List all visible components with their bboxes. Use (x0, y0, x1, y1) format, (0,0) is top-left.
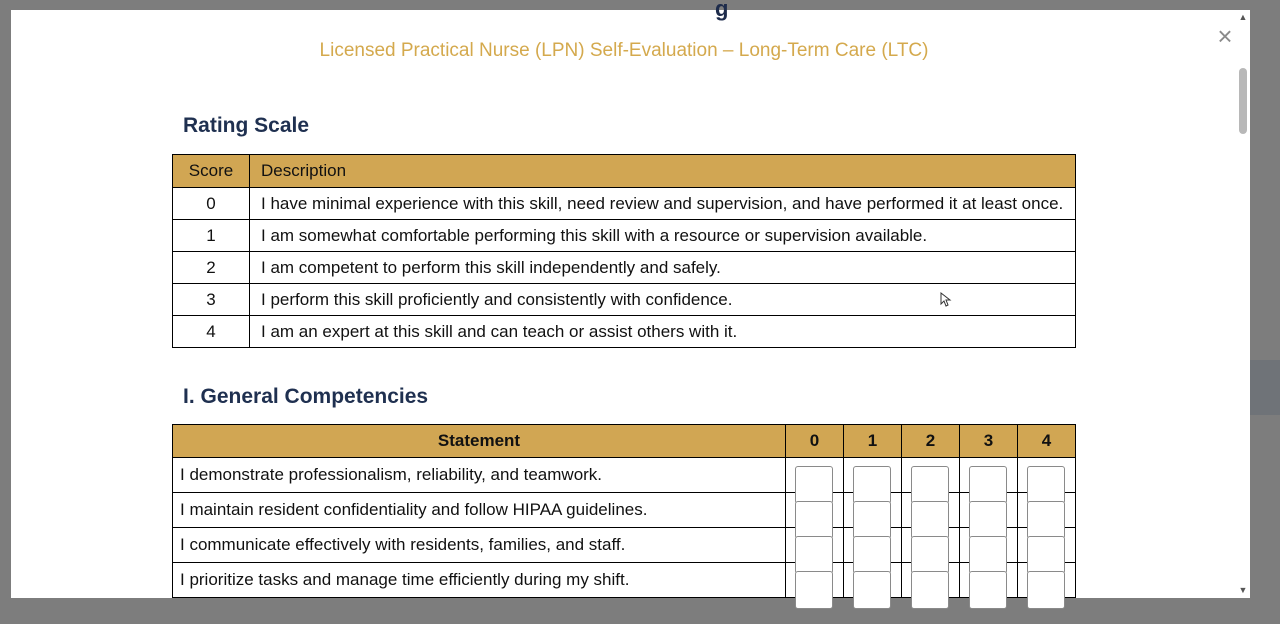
rating-header-row (173, 155, 1076, 188)
score-1-column-header: 1 (844, 425, 902, 458)
rating-checkbox-1[interactable] (853, 571, 891, 609)
score-cell: 0 (173, 188, 250, 220)
score-column-header: Score (173, 155, 250, 188)
form-subtitle: Licensed Practical Nurse (LPN) Self-Evaluation – Long-Term Care (LTC) (319, 40, 929, 61)
general-competencies-heading: I. General Competencies (183, 385, 429, 408)
score-cell: 3 (173, 284, 250, 316)
score-cell: 2 (173, 252, 250, 284)
scrollbar-thumb[interactable] (1239, 68, 1247, 134)
score-cell: 1 (173, 220, 250, 252)
score-2-column-header: 2 (902, 425, 960, 458)
score-3-column-header: 3 (960, 425, 1018, 458)
competency-header-row (173, 425, 1076, 458)
rating-checkbox-2[interactable] (911, 571, 949, 609)
table-row (173, 188, 1076, 220)
close-icon[interactable]: × (1217, 21, 1233, 51)
table-row (173, 252, 1076, 284)
table-row (173, 458, 1076, 493)
statement-cell: I maintain resident confidentiality and follow HIPAA guidelines. (173, 493, 786, 528)
statement-cell: I communicate effectively with residents, families, and staff. (173, 528, 786, 563)
description-cell: I perform this skill proficiently and consistently with confidence. (250, 284, 1076, 316)
description-cell: I am competent to perform this skill independently and safely. (250, 252, 1076, 284)
description-cell: I am somewhat comfortable performing this skill with a resource or supervision available. (250, 220, 1076, 252)
table-row (173, 316, 1076, 348)
mouse-cursor-icon (940, 292, 952, 308)
description-cell: I am an expert at this skill and can teach or assist others with it. (250, 316, 1076, 348)
modal-title-fragment: g (715, 0, 729, 21)
general-competencies-table (172, 424, 1076, 598)
scroll-down-icon[interactable]: ▼ (1238, 585, 1248, 595)
rating-scale-heading: Rating Scale (183, 114, 310, 137)
score-4-column-header: 4 (1018, 425, 1076, 458)
background-panel (1250, 360, 1280, 415)
table-row (173, 493, 1076, 528)
rating-checkbox-3[interactable] (969, 571, 1007, 609)
table-row (173, 220, 1076, 252)
rating-checkbox-0[interactable] (795, 571, 833, 609)
score-cell: 4 (173, 316, 250, 348)
evaluation-modal (11, 0, 1250, 598)
table-row (173, 528, 1076, 563)
table-row (173, 563, 1076, 598)
statement-cell: I prioritize tasks and manage time efficiently during my shift. (173, 563, 786, 598)
rating-checkbox-4[interactable] (1027, 571, 1065, 609)
description-column-header: Description (250, 155, 1076, 188)
score-0-column-header: 0 (786, 425, 844, 458)
description-cell: I have minimal experience with this skill, need review and supervision, and have performed it at least once. (250, 188, 1076, 220)
statement-column-header: Statement (173, 425, 786, 458)
statement-cell: I demonstrate professionalism, reliability, and teamwork. (173, 458, 786, 493)
rating-scale-table (172, 154, 1076, 348)
scroll-up-icon[interactable]: ▲ (1238, 12, 1248, 22)
